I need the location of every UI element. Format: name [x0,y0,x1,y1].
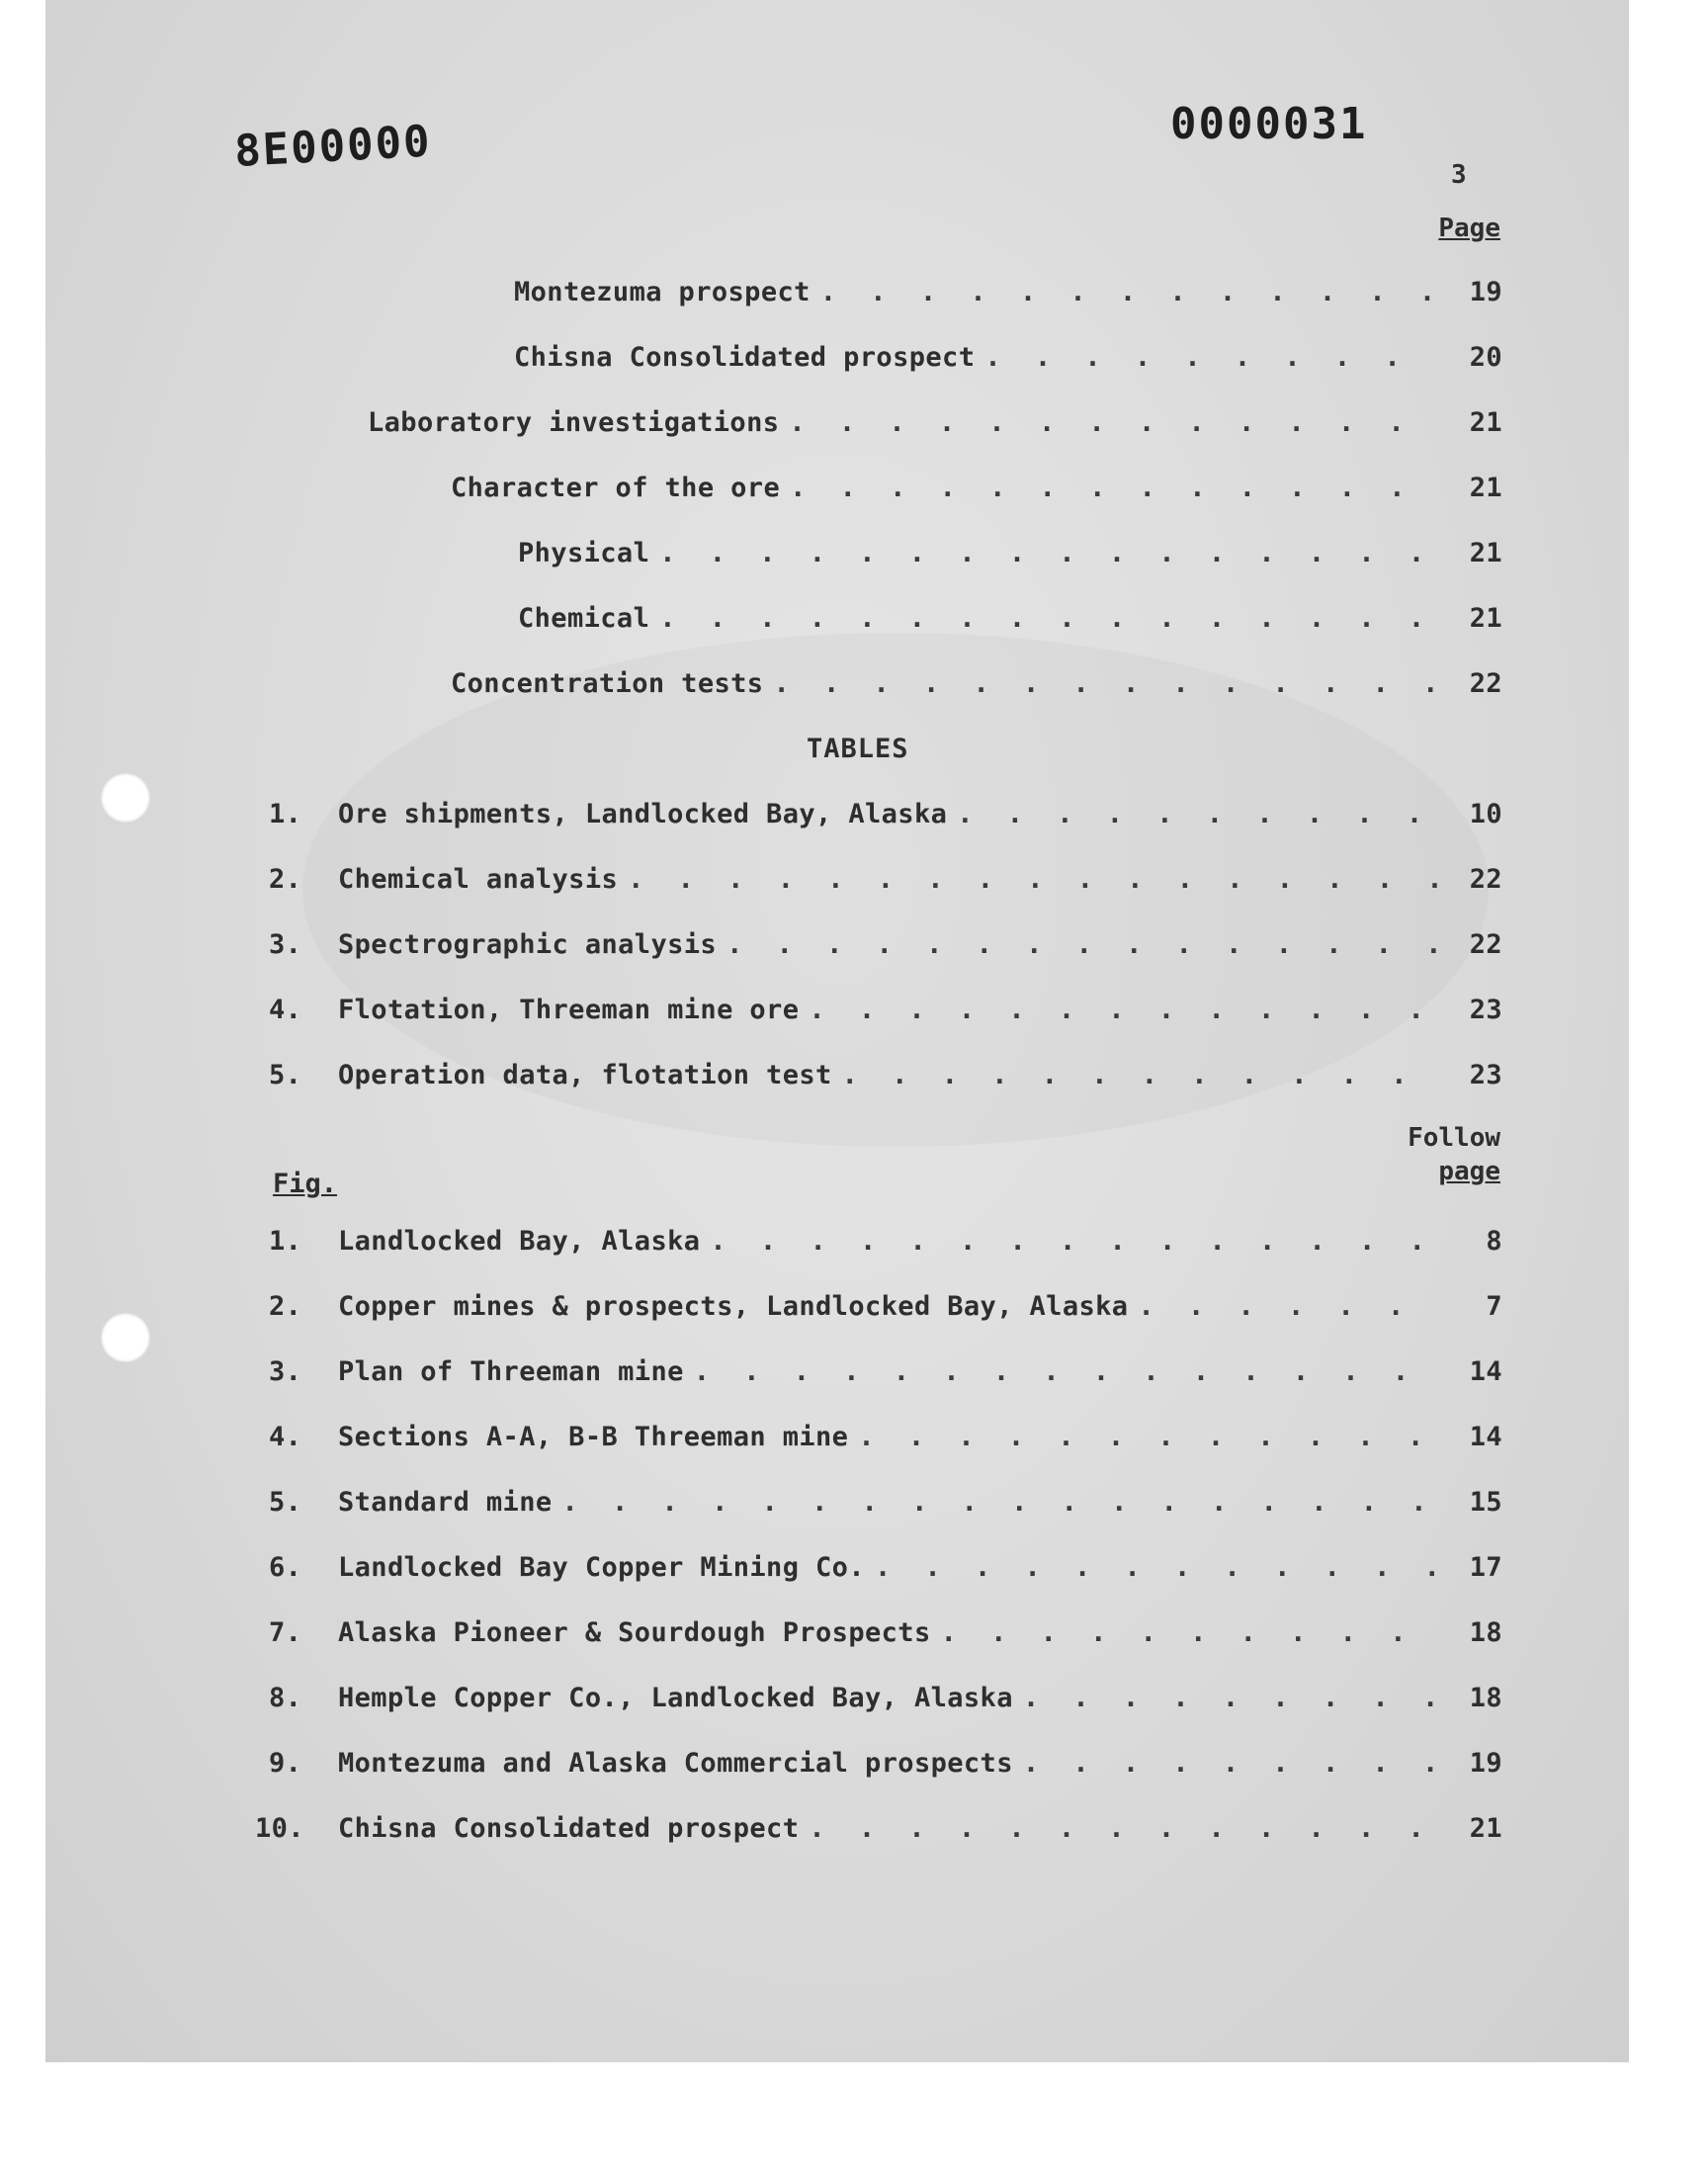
table-entry-label: Operation data, flotation test [338,1060,832,1090]
figure-entry-label: Landlocked Bay Copper Mining Co. [338,1552,865,1583]
dot-leader [789,407,1439,438]
follow-header-line2: page [1438,1157,1500,1186]
toc-entry-page: 21 [1469,473,1502,503]
dot-leader [659,538,1439,568]
toc-entry-page: 21 [1469,603,1502,634]
binder-hole [101,773,150,823]
toc-entry [514,342,1502,382]
table-entry-number: 4. [269,995,302,1025]
toc-entry-page: 21 [1469,407,1502,438]
figure-entry [269,1487,1502,1526]
table-entry-number: 1. [269,799,302,829]
figure-entry [269,1226,1502,1265]
dot-leader [562,1487,1439,1518]
figure-entry-number: 9. [269,1748,302,1779]
table-entry [269,1060,1502,1099]
dot-leader [820,277,1439,307]
table-entry-number: 2. [269,864,302,895]
figure-entry [269,1748,1502,1787]
figure-entry-page: 21 [1469,1813,1502,1844]
dot-leader [659,603,1439,634]
figure-entry-number: 7. [269,1617,302,1648]
figure-entry-label: Hemple Copper Co., Landlocked Bay, Alaska [338,1683,1013,1713]
left-stamp-number: 8E00000 [233,116,433,177]
toc-entry-label: Chisna Consolidated prospect [514,342,976,373]
figure-entry-label: Alaska Pioneer & Sourdough Prospects [338,1617,931,1648]
table-entry-page: 22 [1469,929,1502,960]
figure-entry [269,1422,1502,1461]
table-entry-page: 22 [1469,864,1502,895]
figure-entry-page: 18 [1469,1617,1502,1648]
figure-entry [269,1291,1502,1331]
toc-entry-label: Chemical [518,603,650,634]
toc-entry-page: 21 [1469,538,1502,568]
page-column-header: Page [1438,214,1500,243]
toc-entry-label: Concentration tests [451,668,764,699]
figure-entry-label: Copper mines & prospects, Landlocked Bay, Alaska [338,1291,1129,1322]
figure-entry-label: Plan of Threeman mine [338,1356,684,1387]
figure-entry [269,1617,1502,1657]
figure-entry-page: 14 [1469,1356,1502,1387]
dot-leader [710,1226,1439,1257]
table-entry-number: 5. [269,1060,302,1090]
figure-entry-page: 7 [1486,1291,1502,1322]
figure-entry-page: 14 [1469,1422,1502,1452]
toc-entry [451,473,1502,512]
dot-leader [694,1356,1439,1387]
figure-entry-number: 10. [255,1813,304,1844]
dot-leader [984,342,1439,373]
dot-leader [941,1617,1439,1648]
figure-entry-number: 6. [269,1552,302,1583]
toc-entry [518,603,1502,643]
figure-entry-page: 17 [1469,1552,1502,1583]
dot-leader [628,864,1439,895]
dot-leader [790,473,1439,503]
figure-entry-page: 8 [1486,1226,1502,1257]
figure-entry-label: Chisna Consolidated prospect [338,1813,800,1844]
dot-leader [1023,1748,1439,1779]
dot-leader [809,995,1439,1025]
dot-leader [858,1422,1439,1452]
page-number: 3 [1451,160,1467,190]
toc-entry-label: Physical [518,538,650,568]
toc-entry-page: 19 [1469,277,1502,307]
dot-leader [1138,1291,1439,1322]
figure-entry-label: Landlocked Bay, Alaska [338,1226,701,1257]
table-entry-label: Ore shipments, Landlocked Bay, Alaska [338,799,948,829]
table-entry-label: Flotation, Threeman mine ore [338,995,800,1025]
toc-entry [451,668,1502,708]
figure-entry-number: 5. [269,1487,302,1518]
figure-entry [255,1813,1502,1853]
table-entry [269,995,1502,1034]
toc-entry-page: 20 [1469,342,1502,373]
figure-entry-number: 1. [269,1226,302,1257]
dot-leader [726,929,1439,960]
figure-entry-label: Sections A-A, B-B Threeman mine [338,1422,849,1452]
figure-entry [269,1552,1502,1592]
toc-entry-page: 22 [1469,668,1502,699]
figure-entry-page: 18 [1469,1683,1502,1713]
figure-entry [269,1356,1502,1396]
table-entry [269,929,1502,969]
right-stamp-number: 0000031 [1170,99,1368,149]
document-page [45,0,1629,2062]
toc-entry [518,538,1502,577]
dot-leader [957,799,1439,829]
table-entry-page: 23 [1469,1060,1502,1090]
figure-entry-page: 15 [1469,1487,1502,1518]
dot-leader [773,668,1439,699]
binder-hole [101,1313,150,1362]
tables-heading: TABLES [807,734,909,764]
figures-heading: Fig. [273,1169,338,1199]
dot-leader [1023,1683,1439,1713]
figure-entry-label: Montezuma and Alaska Commercial prospects [338,1748,1013,1779]
table-entry [269,864,1502,904]
figure-entry-page: 19 [1469,1748,1502,1779]
toc-entry [514,277,1502,316]
figure-entry-number: 2. [269,1291,302,1322]
dot-leader [842,1060,1439,1090]
toc-entry-label: Laboratory investigations [368,407,780,438]
table-entry-number: 3. [269,929,302,960]
toc-entry-label: Character of the ore [451,473,781,503]
figure-entry [269,1683,1502,1722]
toc-entry-label: Montezuma prospect [514,277,811,307]
table-entry-label: Chemical analysis [338,864,619,895]
figure-entry-number: 8. [269,1683,302,1713]
dot-leader [809,1813,1439,1844]
table-entry-page: 10 [1469,799,1502,829]
toc-entry [368,407,1502,447]
figure-entry-label: Standard mine [338,1487,553,1518]
table-entry [269,799,1502,838]
table-entry-page: 23 [1469,995,1502,1025]
follow-header-line1: Follow [1408,1123,1500,1153]
table-entry-label: Spectrographic analysis [338,929,718,960]
figure-entry-number: 4. [269,1422,302,1452]
figure-entry-number: 3. [269,1356,302,1387]
dot-leader [875,1552,1439,1583]
